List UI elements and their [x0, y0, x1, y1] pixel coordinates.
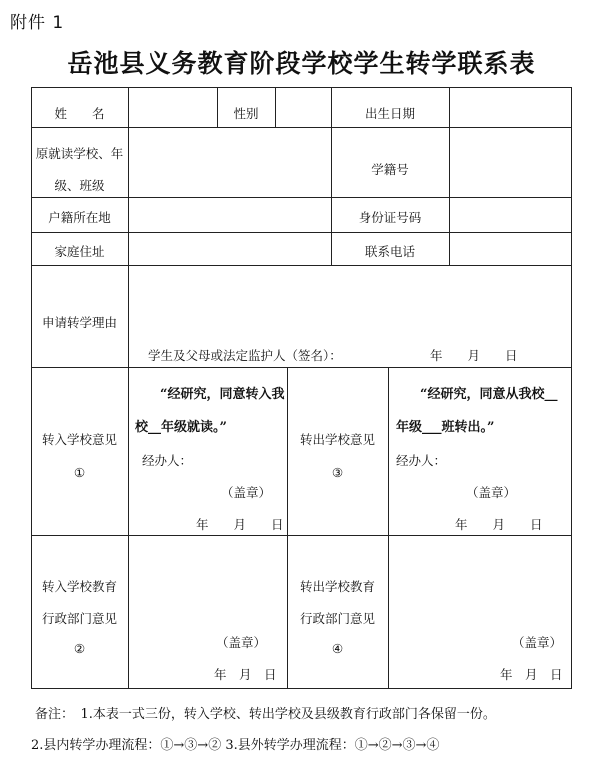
out-school-date: 年 月 日 — [455, 517, 543, 532]
in-edu-date: 年 月 日 — [214, 667, 277, 682]
student-id-label: 学籍号 — [371, 162, 409, 177]
out-school-number: ③ — [331, 465, 344, 480]
out-edu-number: ④ — [331, 641, 344, 656]
prev-school-label-line2: 级、班级 — [54, 178, 105, 193]
guardian-sign-date: 年 月 日 — [430, 348, 518, 363]
phone-label: 联系电话 — [364, 244, 415, 259]
guardian-sign-label: 学生及父母或法定监护人（签名）： — [148, 348, 342, 363]
in-school-number: ① — [73, 465, 86, 480]
reason-label: 申请转学理由 — [41, 315, 117, 330]
out-school-quote-line2: 年级___班转出。” — [396, 420, 495, 435]
out-edu-opinion-line2: 行政部门意见 — [299, 611, 375, 626]
note-line2: 2.县内转学办理流程：①→③→② 3.县外转学办理流程：①→②→③→④ — [31, 738, 440, 753]
annex-label: 附件 1 — [10, 13, 65, 33]
out-school-opinion-label: 转出学校意见 — [299, 432, 375, 447]
household-label: 户籍所在地 — [48, 210, 111, 225]
in-school-quote-line1: “经研究，同意转入我 — [160, 387, 285, 402]
prev-school-label-line1: 原就读学校、年 — [35, 146, 124, 161]
in-school-opinion-label: 转入学校意见 — [41, 432, 117, 447]
in-edu-seal: （盖章） — [216, 635, 267, 650]
out-school-seal: （盖章） — [466, 485, 517, 500]
out-edu-date: 年 月 日 — [500, 667, 563, 682]
in-edu-opinion-line1: 转入学校教育 — [41, 579, 117, 594]
in-school-date: 年 月 日 — [196, 517, 284, 532]
out-edu-opinion-line1: 转出学校教育 — [299, 579, 375, 594]
out-edu-seal: （盖章） — [512, 635, 563, 650]
birth-date-label: 出生日期 — [364, 106, 415, 121]
gender-label: 性别 — [233, 106, 259, 121]
in-edu-opinion-line2: 行政部门意见 — [41, 611, 117, 626]
in-edu-number: ② — [73, 641, 86, 656]
in-school-seal: （盖章） — [221, 485, 272, 500]
out-school-handler: 经办人： — [396, 453, 447, 468]
id-number-label: 身份证号码 — [358, 210, 422, 225]
page-title: 岳池县义务教育阶段学校学生转学联系表 — [67, 49, 536, 78]
note-line1: 备注： 1.本表一式三份，转入学校、转出学校及县级教育行政部门各保留一份。 — [35, 707, 496, 722]
name-label: 姓 名 — [54, 106, 105, 121]
out-school-quote-line1: “经研究，同意从我校__ — [420, 387, 558, 402]
in-school-handler: 经办人： — [142, 453, 193, 468]
in-school-quote-line2: 校__年级就读。” — [135, 420, 227, 435]
home-address-label: 家庭住址 — [54, 244, 105, 259]
